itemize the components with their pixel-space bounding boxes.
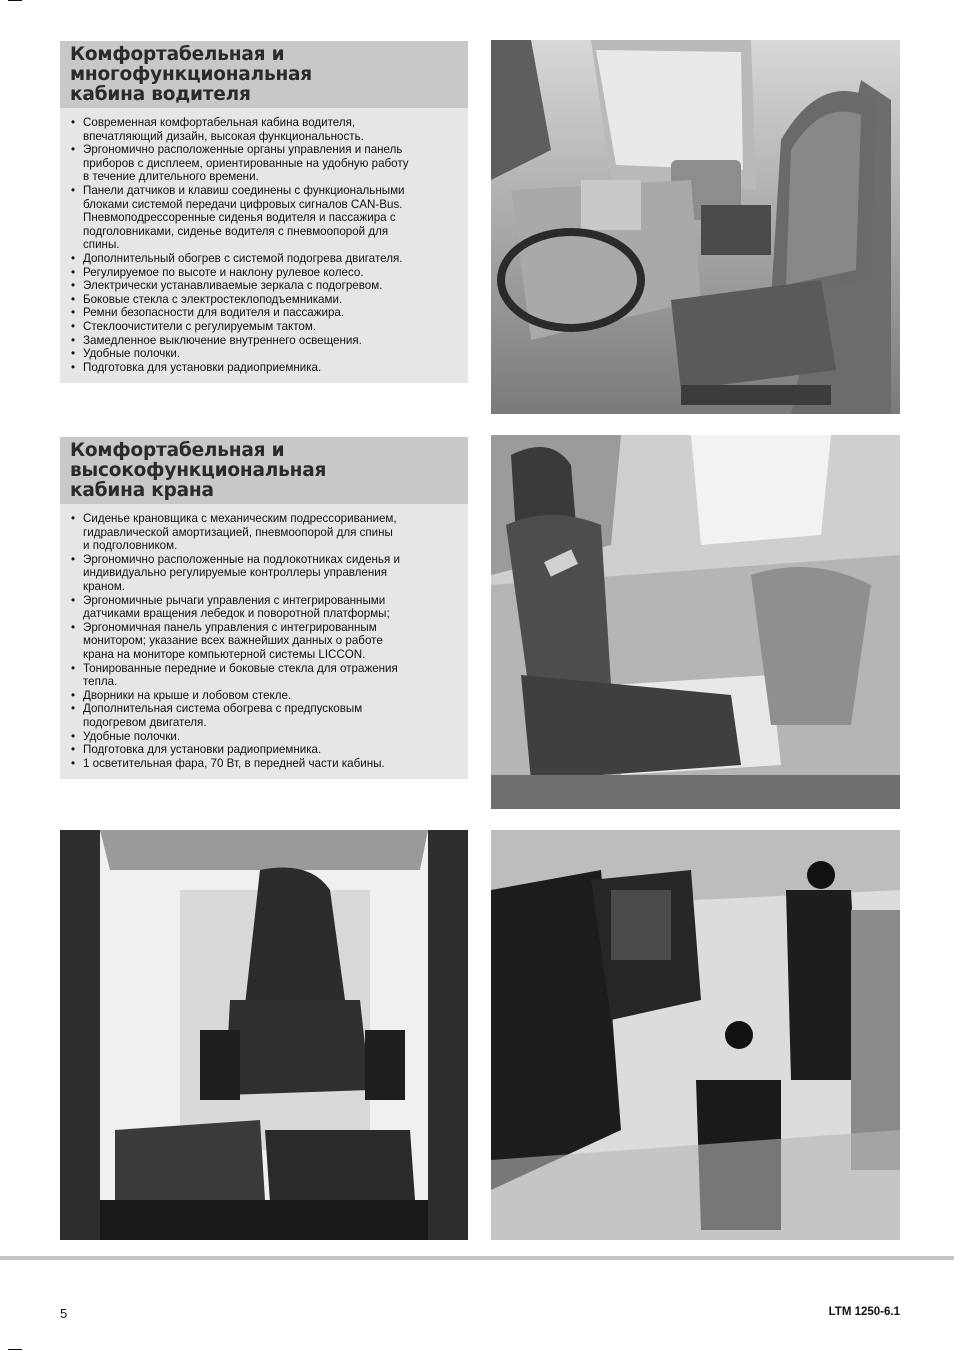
driver-cab-photo [491, 40, 900, 414]
model-name: LTM 1250-6.1 [828, 1306, 900, 1318]
footer-rule [0, 1256, 954, 1260]
page-number: 5 [60, 1306, 68, 1321]
feature-item: • Подготовка для установки радиоприемника. [70, 361, 458, 375]
feature-item: • Удобные полочки. [70, 347, 458, 361]
crane-cab-features [60, 504, 468, 776]
feature-item: • Эргономично расположенные органы управления и панель приборов с дисплеем, ориентированные на удобную работу в течение длительного времени. [70, 143, 458, 184]
feature-item: • Дополнительный обогрев с системой подогрева двигателя. [70, 252, 458, 266]
feature-item: • Замедленное выключение внутреннего освещения. [70, 334, 458, 348]
feature-item: • Удобные полочки. [70, 730, 458, 744]
crane-controls-photo [491, 830, 900, 1240]
feature-item: • Эргономично расположенные на подлокотниках сиденья и индивидуально регулируемые контроллеры управления краном. [70, 553, 458, 594]
feature-item: • Эргономичные рычаги управления с интегрированными датчиками вращения лебедок и поворотной платформы; [70, 594, 458, 621]
feature-item: • Боковые стекла с электростеклоподъемниками. [70, 293, 458, 307]
feature-item: • Подготовка для установки радиоприемника. [70, 743, 458, 757]
crop-mark-top-left [8, 0, 22, 1]
feature-item: • Тонированные передние и боковые стекла для отражения тепла. [70, 662, 458, 689]
driver-cab-panel [60, 41, 468, 383]
feature-item: • Современная комфортабельная кабина водителя, впечатляющий дизайн, высокая функциональность. [70, 116, 458, 143]
feature-item: • Стеклоочистители с регулируемым тактом. [70, 320, 458, 334]
driver-cab-title: Комфортабельная и многофункциональная кабина водителя [60, 41, 468, 108]
feature-item: • Панели датчиков и клавиш соединены с функциональными блоками системой передачи цифровых сигналов CAN-Bus. Пневмоподрессоренные сиденья водителя и пассажира с подголовниками, сиденье водителя с пневмоопорой для спины. [70, 184, 458, 252]
feature-item: • Электрически устанавливаемые зеркала с подогревом. [70, 279, 458, 293]
feature-item: • Дворники на крыше и лобовом стекле. [70, 689, 458, 703]
crane-cab-title: Комфортабельная и высокофункциональная кабина крана [60, 437, 468, 504]
feature-item: • Дополнительная система обогрева с предпусковым подогревом двигателя. [70, 702, 458, 729]
feature-item: • Эргономичная панель управления с интегрированным монитором; указание всех важнейших данных о работе крана на мониторе компьютерной системы LICCON. [70, 621, 458, 662]
crane-seat-rear-photo [60, 830, 468, 1240]
crane-cab-panel [60, 437, 468, 779]
driver-cab-features [60, 108, 468, 380]
feature-item: • Сиденье крановщика с механическим подрессориванием, гидравлической амортизацией, пневмоопорой для спины и подголовником. [70, 512, 458, 553]
feature-item: • 1 осветительная фара, 70 Вт, в передней части кабины. [70, 757, 458, 771]
crane-cab-photo [491, 435, 900, 809]
feature-item: • Ремни безопасности для водителя и пассажира. [70, 306, 458, 320]
feature-item: • Регулируемое по высоте и наклону рулевое колесо. [70, 266, 458, 280]
